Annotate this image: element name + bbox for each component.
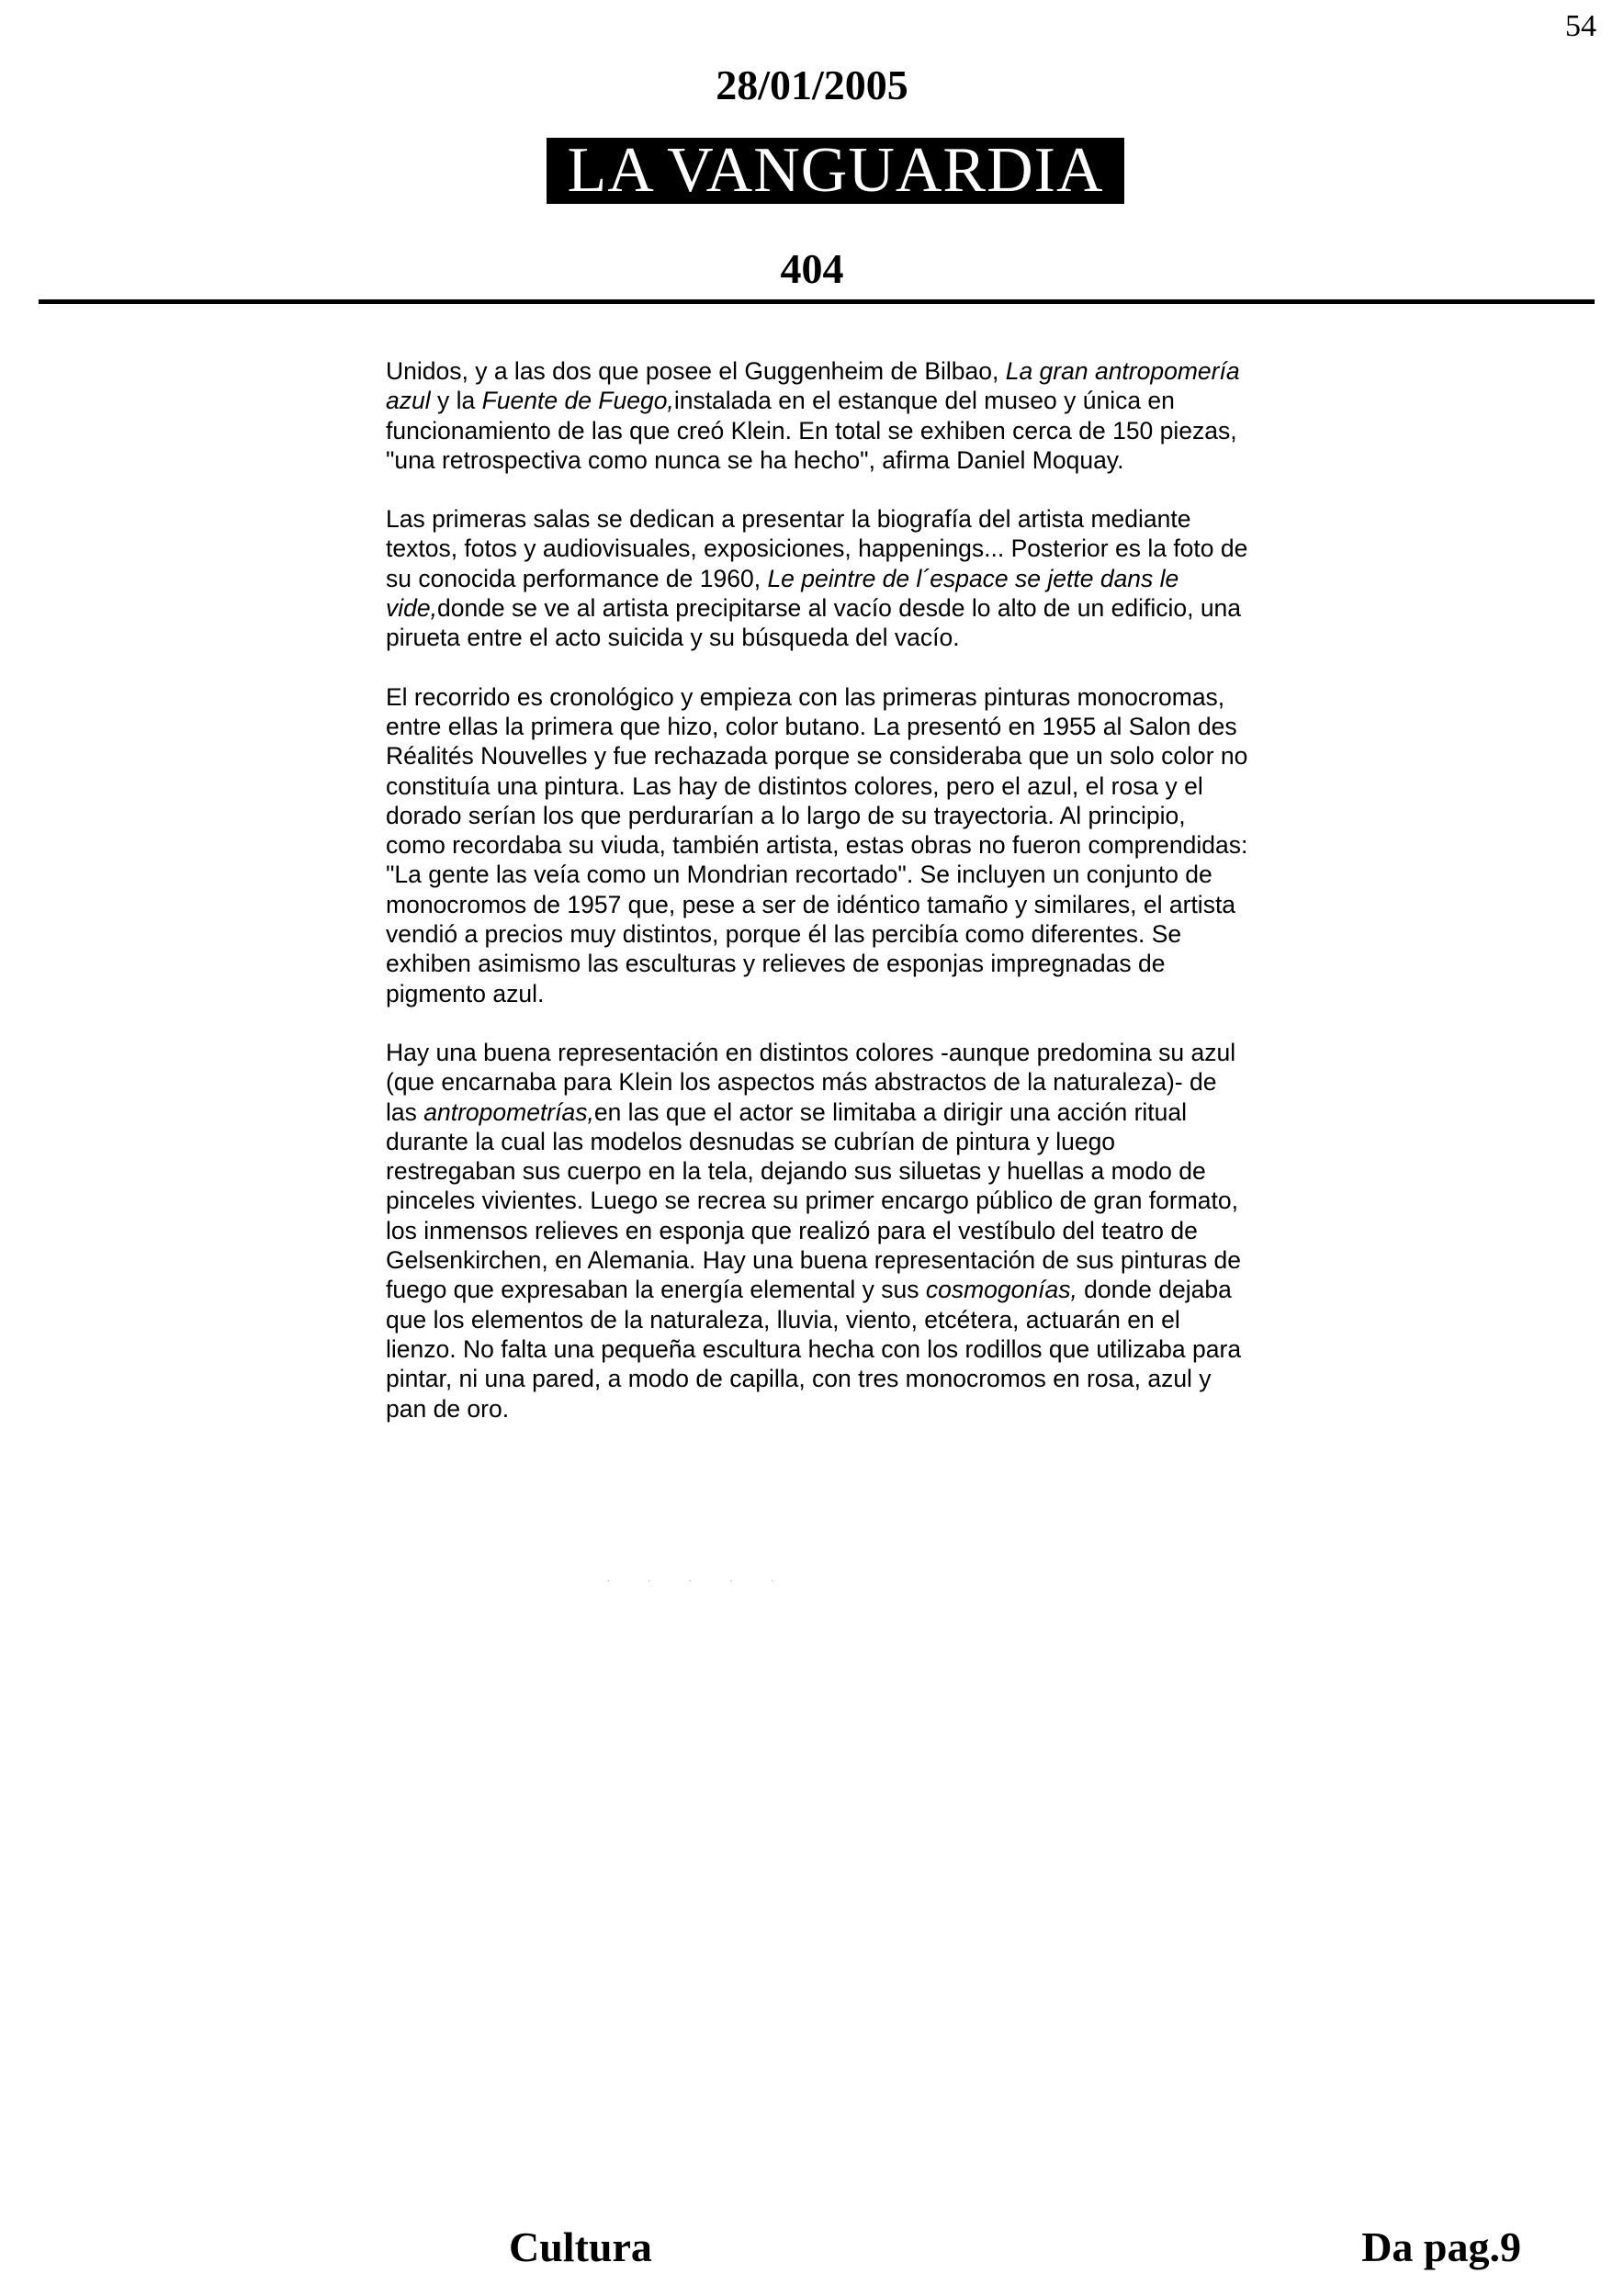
footer-source-page: Da pag.9 — [1361, 2223, 1521, 2270]
italic-title: La gran antropomería azul — [386, 357, 1240, 415]
newspaper-masthead: LA VANGUARDIA — [547, 138, 1124, 204]
text-run: instalada en el estanque del museo y única en funcionamiento de las que creó Klein. En total se exhiben cerca de 150 piezas, "una retrospectiva como nunca se ha hecho", afirma Daniel Moquay. — [386, 387, 1237, 474]
italic-title: Fuente de Fuego, — [481, 387, 674, 415]
italic-title: cosmogonías, — [925, 1276, 1077, 1304]
page-number: 54 — [1565, 9, 1596, 43]
text-run: en las que el actor se limitaba a dirigir una acción ritual durante la cual las modelos desnudas se cubrían de pintura y luego restregaban sus cuerpo en la tela, dejando sus siluetas y huellas a modo de pinceles vivientes. Luego se recrea su primer encargo público de gran formato, los inmensos relieves en esponja que realizó para el vestíbulo del teatro de Gelsenkirchen, en Alemania. Hay una buena representación de sus pinturas de fuego que expresaban la energía elemental y sus — [386, 1097, 1242, 1304]
article-body — [386, 356, 1249, 1424]
article-paragraph — [386, 682, 1249, 1008]
text-run: donde dejaba que los elementos de la naturaleza, lluvia, viento, etcétera, actuarán en el lienzo. No falta una pequeña escultura hecha con los rodillos que utilizaba para pintar, ni una pared, a modo de capilla, con tres monocromos en rosa, azul y pan de oro. — [386, 1276, 1242, 1423]
section-code: 404 — [780, 245, 844, 292]
article-paragraph — [386, 356, 1249, 475]
footer-section-label: Cultura — [509, 2223, 652, 2270]
italic-title: Le peintre de l´espace se jette dans le vide, — [386, 564, 1179, 623]
text-run: Unidos, y a las dos que posee el Guggenheim de Bilbao, — [386, 357, 1006, 385]
text-run: Hay una buena representación en distintos colores -aunque predomina su azul (que encarnaba para Klein los aspectos más abstractos de la naturaleza)- de las — [386, 1038, 1236, 1126]
text-run: Las primeras salas se dedican a presentar la biografía del artista mediante textos, fotos y audiovisuales, exposiciones, happenings... Posterior es la foto de su conocida performance de 1960, — [386, 505, 1248, 592]
text-run: El recorrido es cronológico y empieza con las primeras pinturas monocromas, entre ellas la primera que hizo, color butano. La presentó en 1955 al Salon des Réalités Nouvelles y fue rechazada porque se consideraba que un solo color no constituía una pintura. Las hay de distintos colores, pero el azul, el rosa y el dorado serían los que perdurarían a lo largo de su trayectoria. Al principio, como recordaba su viuda, también artista, estas obras no fueron comprendidas: "La gente las veía como un Mondrian recortado". Se incluyen un conjunto de monocromos de 1957 que, pese a ser de idéntico tamaño y similares, el artista vendió a precios muy distintos, porque él las percibía como diferentes. Se exhiben asimismo las esculturas y relieves de esponjas impregnadas de pigmento azul. — [386, 682, 1248, 1007]
scan-artifact: · · · · · — [606, 1572, 791, 1587]
header-divider — [39, 299, 1595, 304]
text-run: y la — [430, 387, 482, 415]
article-paragraph — [386, 1038, 1249, 1424]
italic-title: antropometrías, — [423, 1097, 594, 1126]
text-run: donde se ve al artista precipitarse al vacío desde lo alto de un edificio, una pirueta entre el acto suicida y su búsqueda del vacío. — [386, 594, 1242, 652]
article-paragraph — [386, 504, 1249, 652]
publication-date: 28/01/2005 — [716, 62, 908, 108]
